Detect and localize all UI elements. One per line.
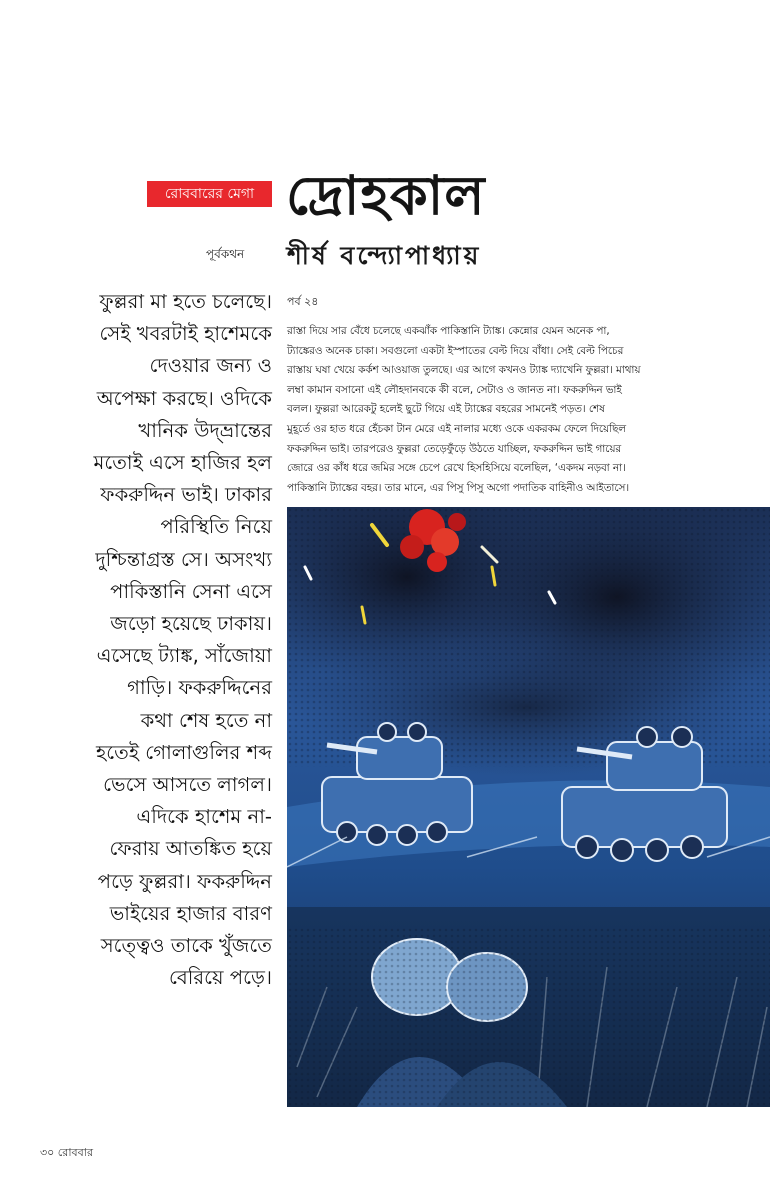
- halftone-texture: [287, 507, 770, 767]
- halftone-texture: [287, 927, 770, 1107]
- synopsis-line: বেরিয়ে পড়ে।: [168, 966, 272, 990]
- body-line: পাকিস্তানি ট্যাঙ্কের বহর। তার মানে, এর পিসু পিসু অগো পদাতিক বাহিনীও আইতাসে।: [287, 481, 630, 494]
- synopsis-line: জড়ো হয়েছে ঢাকায়।: [110, 612, 272, 636]
- synopsis-line: খানিক উদ্‌ভ্রান্তের: [138, 418, 272, 442]
- synopsis-line: গাড়ি। ফকরুদ্দিনের: [127, 676, 272, 700]
- story-body: [287, 322, 755, 498]
- body-line: লম্বা কামান বসানো এই লৌহদানবকে কী বলে, সেটাও ও জানত না। ফকরুদ্দিন ভাই: [287, 383, 622, 396]
- synopsis-line: ফকরুদ্দিন ভাই। ঢাকার: [100, 483, 272, 507]
- synopsis-line: সেই খবরটাই হাশেমকে: [99, 322, 272, 346]
- synopsis-line: পড়ে ফুল্লরা। ফকরুদ্দিন: [97, 869, 272, 893]
- author-name: শীর্ষ বন্দ্যোপাধ্যায়: [287, 241, 482, 270]
- synopsis-line: ভেসে আসতে লাগল।: [103, 773, 272, 797]
- synopsis-line: পরিস্থিতি নিয়ে: [160, 515, 272, 539]
- synopsis-line: মতোই এসে হাজির হল: [93, 451, 272, 475]
- synopsis-line: দুশ্চিন্তাগ্রস্ত সে। অসংখ্য: [95, 547, 272, 571]
- body-line: ফকরুদ্দিন ভাই। তারপরেও ফুল্লরা তেড়েফুঁড়ে উঠতে যাচ্ছিল, ফকরুদ্দিন ভাই গায়ের: [287, 442, 622, 455]
- synopsis-line: কথা শেষ হতে না: [140, 708, 272, 732]
- episode-number: পর্ব ২৪: [287, 295, 319, 308]
- body-line: জোরে ওর কাঁধ ধরে জমির সঙ্গে চেপে রেখে হিসহিসিয়ে বলেছিল, ‘একদম নড়বা না।: [287, 462, 626, 475]
- section-label: রোববারের মেগা: [147, 181, 272, 207]
- synopsis-line: হতেই গোলাগুলির শব্দ: [96, 740, 272, 764]
- synopsis-line: দেওয়ার জন্য ও: [149, 354, 272, 378]
- body-line: ট্যাঙ্কেরও অনেক চাকা। সবগুলো একটা ইস্পাতের বেল্ট দিয়ে বাঁধা। সেই বেল্ট পিচের: [287, 344, 624, 357]
- synopsis-line: এদিকে হাশেম না-: [136, 805, 272, 829]
- synopsis-line: পাকিস্তানি সেনা এসে: [110, 579, 272, 603]
- body-line: রাস্তায় ঘষা খেয়ে কর্কশ আওয়াজ তুলছে। এর আগে কখনও ট্যাঙ্ক দ্যাখেনি ফুল্লরা। মাথায়: [287, 364, 641, 377]
- body-line: রাস্তা দিয়ে সার বেঁধে চলেছে একঝাঁক পাকিস্তানি ট্যাঙ্ক। কেন্নোর যেমন অনেক পা,: [287, 325, 610, 337]
- synopsis-line: ফুল্লরা মা হতে চলেছে।: [99, 290, 272, 313]
- story-illustration: [287, 507, 770, 1107]
- body-line: মুহূর্তে ওর হাত ধরে হেঁচকা টান মেরে এই নালার মধ্যে ওকে একরকম ফেলে দিয়েছিল: [287, 422, 626, 435]
- synopsis-line: এসেছে ট্যাঙ্ক, সাঁজোয়া: [96, 644, 272, 668]
- story-title: দ্রোহকাল: [286, 164, 486, 227]
- synopsis-text: [40, 286, 272, 994]
- synopsis-line: অপেক্ষা করছে। ওদিকে: [96, 386, 272, 410]
- synopsis-line: সত্ত্বেও তাকে খুঁজতে: [100, 934, 272, 958]
- body-line: বলল। ফুল্লরা আরেকটু হলেই ছুটে গিয়ে এই ট্যাঙ্কের বহরের সামনেই পড়ত। শেষ: [287, 403, 605, 416]
- synopsis-line: ভাইয়ের হাজার বারণ: [109, 901, 272, 925]
- recap-label: পূর্বকথন: [206, 247, 245, 261]
- synopsis-line: ফেরায় আতঙ্কিত হয়ে: [109, 837, 272, 861]
- page-footer: ৩০ রোববার: [40, 1146, 93, 1159]
